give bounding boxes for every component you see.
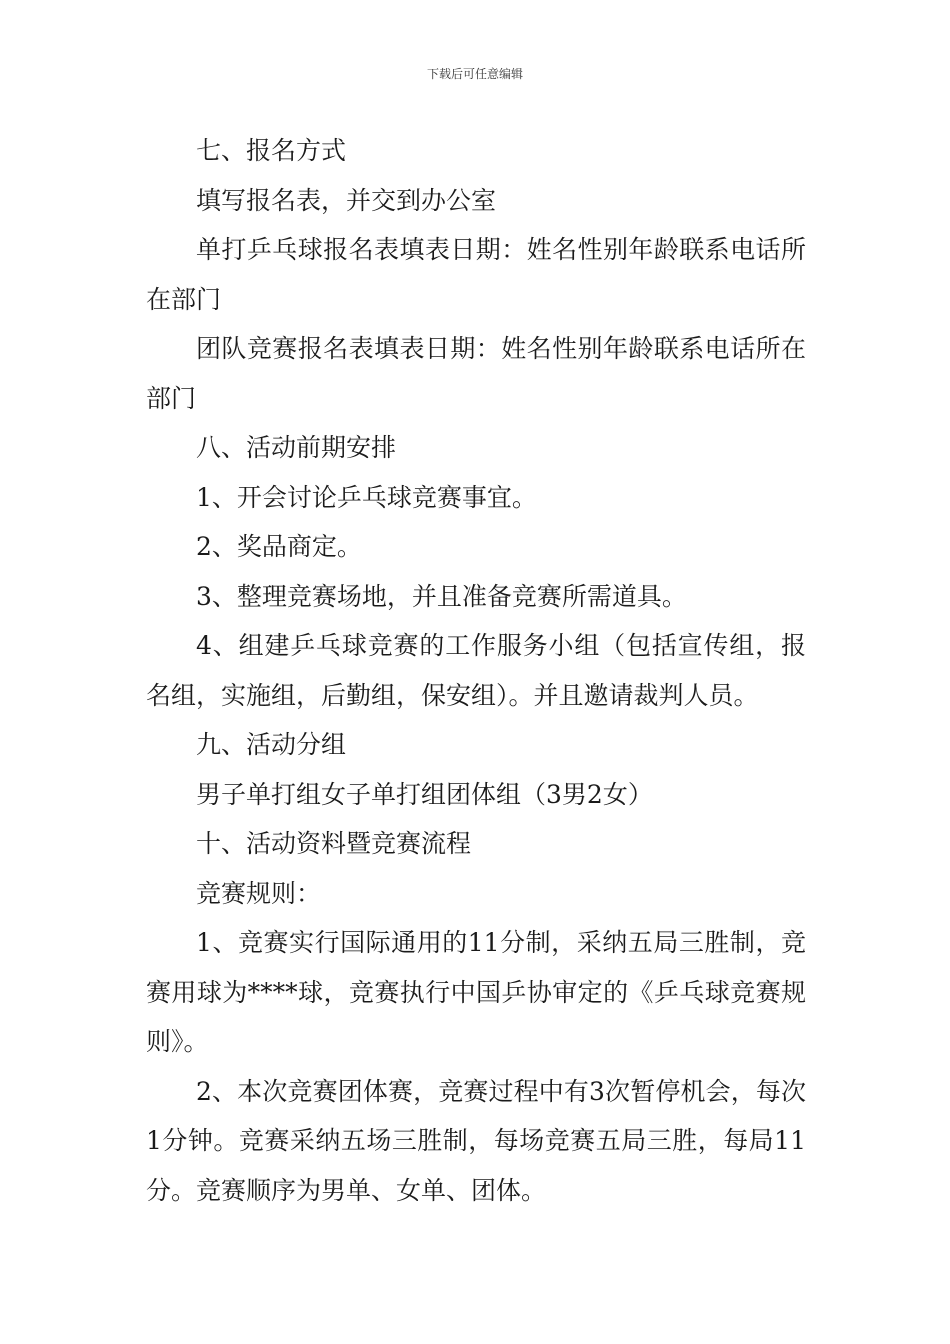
list-item-service-team: 4、组建乒乓球竞赛的工作服务小组（包括宣传组，报名组，实施组，后勤组，保安组）。并且邀请裁判人员。 bbox=[146, 631, 806, 710]
page-header: 下载后可任意编辑 bbox=[426, 67, 523, 81]
paragraph-groups: 男子单打组女子单打组团体组（3男2女） bbox=[196, 779, 653, 809]
section-heading-registration-method: 七、报名方式 bbox=[196, 136, 347, 165]
document-body bbox=[146, 126, 806, 1215]
paragraph-team-form: 团队竞赛报名表填表日期：姓名性别年龄联系电话所在部门 bbox=[146, 334, 806, 413]
list-item-meeting: 1、开会讨论乒乓球竞赛事宜。 bbox=[196, 482, 537, 512]
rule-item-team-match: 2、本次竞赛团体赛，竞赛过程中有3次暂停机会，每次1分钟。竞赛采纳五场三胜制，每场竞赛五局三胜，每局11分。竞赛顺序为男单、女单、团体。 bbox=[146, 1076, 806, 1205]
rule-item-scoring: 1、竞赛实行国际通用的11分制，采纳五局三胜制，竞赛用球为****球，竞赛执行中国乒协审定的《乒乓球竞赛规则》。 bbox=[146, 928, 806, 1056]
paragraph-rules-label: 竞赛规则： bbox=[196, 878, 322, 908]
list-item-venue: 3、整理竞赛场地，并且准备竞赛所需道具。 bbox=[196, 581, 687, 611]
section-heading-preparation: 八、活动前期安排 bbox=[196, 433, 397, 462]
paragraph-fill-form: 填写报名表，并交到办公室 bbox=[196, 185, 497, 215]
section-heading-groups: 九、活动分组 bbox=[196, 730, 347, 759]
list-item-prizes: 2、奖品商定。 bbox=[196, 532, 362, 561]
paragraph-singles-form: 单打乒乓球报名表填表日期：姓名性别年龄联系电话所在部门 bbox=[146, 235, 806, 314]
section-heading-process: 十、活动资料暨竞赛流程 bbox=[196, 829, 472, 858]
